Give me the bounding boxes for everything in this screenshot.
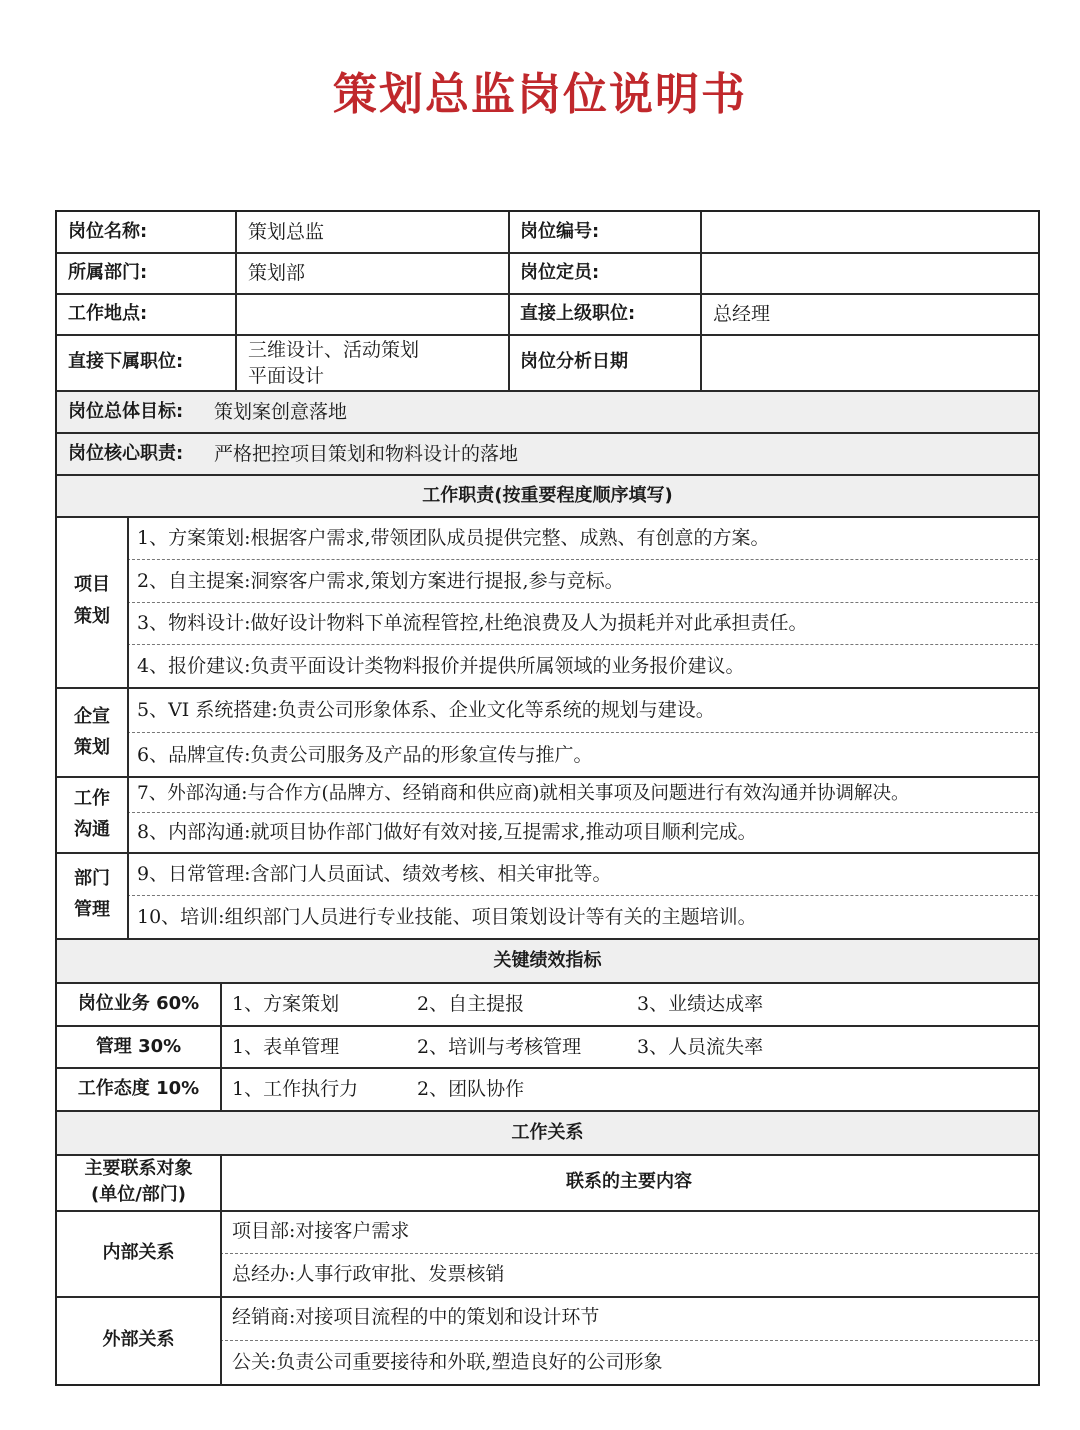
kpi-header: 关键绩效指标 [493,950,602,971]
dashed-divider [127,559,1038,560]
kpi-label: 岗位业务 60% [77,993,200,1014]
row-divider [57,252,1038,254]
superior-value: 总经理 [713,303,771,325]
kpi-label: 管理 30% [95,1036,182,1057]
row-divider [57,432,1038,434]
core-value: 严格把控项目策划和物料设计的落地 [214,443,519,465]
internal-relations-label: 内部关系 [102,1242,175,1263]
relation-item: 公关:负责公司重要接待和外联,塑造良好的公司形象 [232,1351,663,1373]
group-label: 企宣 [74,706,110,727]
dashed-divider [220,1340,1038,1341]
row-divider [57,1296,1038,1298]
kpi-item: 3、人员流失率 [637,1036,764,1058]
row-divider [57,334,1038,336]
post-name-value: 策划总监 [248,221,325,243]
dashed-divider [127,732,1038,733]
row-divider [57,1067,1038,1069]
row-divider [57,516,1038,518]
col-divider [220,982,222,1110]
core-label: 岗位核心职责: [68,443,184,464]
dashed-divider [127,602,1038,603]
row-divider [57,982,1038,984]
goal-band [57,390,1038,432]
duty-item: 7、外部沟通:与合作方(品牌方、经销商和供应商)就相关事项及问题进行有效沟通并协调解决。 [137,783,910,804]
duty-item: 3、物料设计:做好设计物料下单流程管控,杜绝浪费及人为损耗并对此承担责任。 [137,612,808,634]
row-divider [57,1025,1038,1027]
subordinate-label: 直接下属职位: [68,351,184,372]
post-code-label: 岗位编号: [520,221,600,242]
row-divider [57,938,1038,940]
group-label: 项目 [74,574,110,595]
relations-col1-header: 主要联系对象 [84,1158,193,1179]
row-divider [57,1210,1038,1212]
duties-header: 工作职责(按重要程度顺序填写) [422,485,673,506]
dept-label: 所属部门: [68,262,148,283]
kpi-item: 1、方案策划 [232,993,340,1015]
dashed-divider [127,644,1038,645]
core-band [57,432,1038,474]
row-divider [57,776,1038,778]
relation-item: 总经办:人事行政审批、发票核销 [232,1263,505,1285]
job-description-table [55,210,1040,1386]
kpi-item: 2、自主提报 [417,993,525,1015]
dept-value: 策划部 [248,262,306,284]
kpi-label: 工作态度 10% [77,1078,200,1099]
relations-header: 工作关系 [511,1122,584,1143]
kpi-item: 1、工作执行力 [232,1078,359,1100]
dashed-divider [127,812,1038,813]
duty-item: 10、培训:组织部门人员进行专业技能、项目策划设计等有关的主题培训。 [137,906,757,928]
external-relations-label: 外部关系 [102,1329,175,1350]
row-divider [57,474,1038,476]
row-divider [57,1110,1038,1112]
staffing-label: 岗位定员: [520,262,600,283]
row-divider [57,390,1038,392]
kpi-item: 3、业绩达成率 [637,993,764,1015]
duty-item: 5、VI 系统搭建:负责公司形象体系、企业文化等系统的规划与建设。 [137,699,715,721]
relation-item: 项目部:对接客户需求 [232,1220,410,1242]
subordinate-value-line2: 平面设计 [248,365,325,387]
duty-item: 4、报价建议:负责平面设计类物料报价并提供所属领域的业务报价建议。 [137,655,745,677]
duty-item: 9、日常管理:含部门人员面试、绩效考核、相关审批等。 [137,863,612,885]
post-name-label: 岗位名称: [68,221,148,242]
page-title: 策划总监岗位说明书 [333,69,747,120]
group-label: 沟通 [74,819,110,840]
col-divider [508,212,510,390]
kpi-item: 1、表单管理 [232,1036,340,1058]
row-divider [57,852,1038,854]
duty-item: 6、品牌宣传:负责公司服务及产品的形象宣传与推广。 [137,744,593,766]
group-label: 工作 [74,788,110,809]
group-label: 策划 [74,606,110,627]
location-label: 工作地点: [68,303,148,324]
analysis-date-label: 岗位分析日期 [520,351,628,372]
col-divider [235,212,237,390]
kpi-item: 2、培训与考核管理 [417,1036,582,1058]
goal-label: 岗位总体目标: [68,401,184,422]
goal-value: 策划案创意落地 [214,401,348,423]
relation-item: 经销商:对接项目流程的中的策划和设计环节 [232,1306,600,1328]
superior-label: 直接上级职位: [520,303,636,324]
dashed-divider [127,895,1038,896]
relations-col1-header: (单位/部门) [90,1184,187,1205]
duty-item: 2、自主提案:洞察客户需求,策划方案进行提报,参与竞标。 [137,570,624,592]
duty-item: 8、内部沟通:就项目协作部门做好有效对接,互提需求,推动项目顺利完成。 [137,821,757,843]
row-divider [57,293,1038,295]
col-divider [127,516,129,938]
relations-col2-header: 联系的主要内容 [566,1171,692,1192]
duty-item: 1、方案策划:根据客户需求,带领团队成员提供完整、成熟、有创意的方案。 [137,527,770,549]
group-label: 策划 [74,737,110,758]
kpi-item: 2、团队协作 [417,1078,525,1100]
row-divider [57,687,1038,689]
col-divider [700,212,702,390]
dashed-divider [220,1253,1038,1254]
subordinate-value-line1: 三维设计、活动策划 [248,339,420,361]
group-label: 部门 [74,868,110,889]
group-label: 管理 [74,899,110,920]
